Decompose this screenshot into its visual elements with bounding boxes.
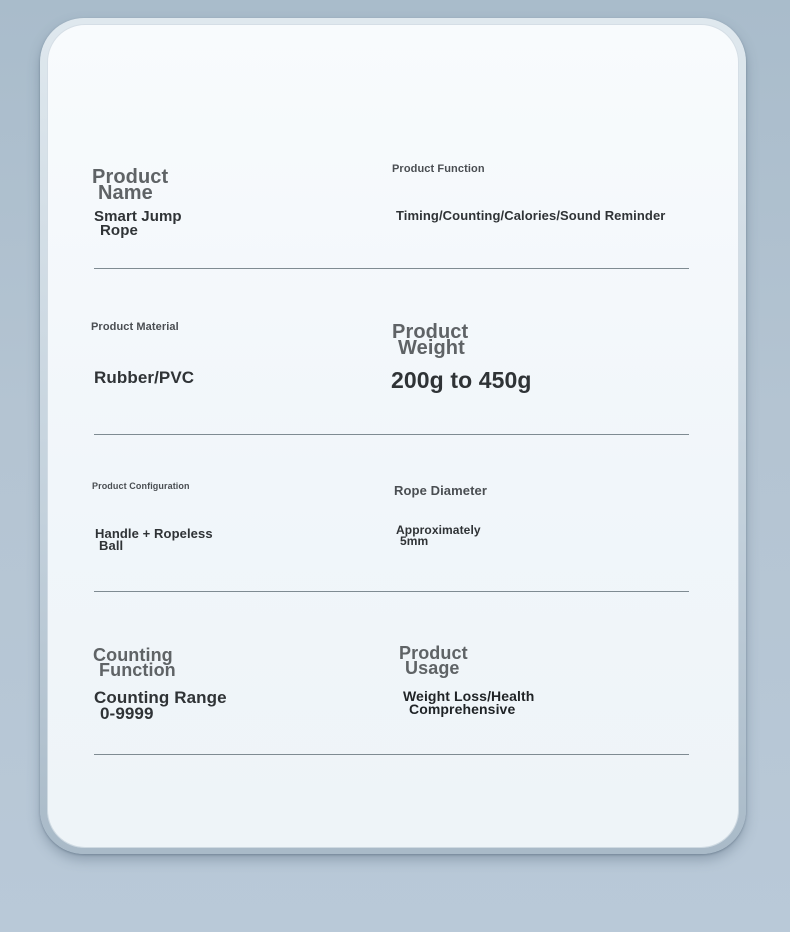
counting-function-label: Counting Function	[93, 645, 176, 680]
rope-diameter-label: Rope Diameter	[394, 483, 488, 498]
product-weight-value: 200g to 450g	[391, 367, 532, 393]
product-configuration-value: Handle + Ropeless Ball	[95, 526, 213, 553]
product-function-value: Timing/Counting/Calories/Sound Reminder	[396, 208, 666, 223]
product-material-label: Product Material	[91, 321, 179, 333]
counting-function-value: Counting Range 0-9999	[94, 688, 227, 723]
product-function-label: Product Function	[392, 163, 485, 175]
product-name-value: Smart Jump Rope	[94, 208, 182, 239]
product-weight-label: Product Weight	[392, 321, 469, 359]
product-configuration-label: Product Configuration	[92, 481, 190, 491]
spec-card	[47, 24, 739, 848]
product-material-value: Rubber/PVC	[94, 368, 195, 387]
row-divider-1	[94, 268, 689, 269]
product-usage-value: Weight Loss/Health Comprehensive	[403, 688, 535, 717]
row-divider-4	[94, 754, 689, 755]
product-name-label: Product Name	[92, 166, 169, 204]
row-divider-2	[94, 434, 689, 435]
rope-diameter-value: Approximately 5mm	[396, 523, 481, 548]
product-usage-label: Product Usage	[399, 643, 468, 678]
row-divider-3	[94, 591, 689, 592]
